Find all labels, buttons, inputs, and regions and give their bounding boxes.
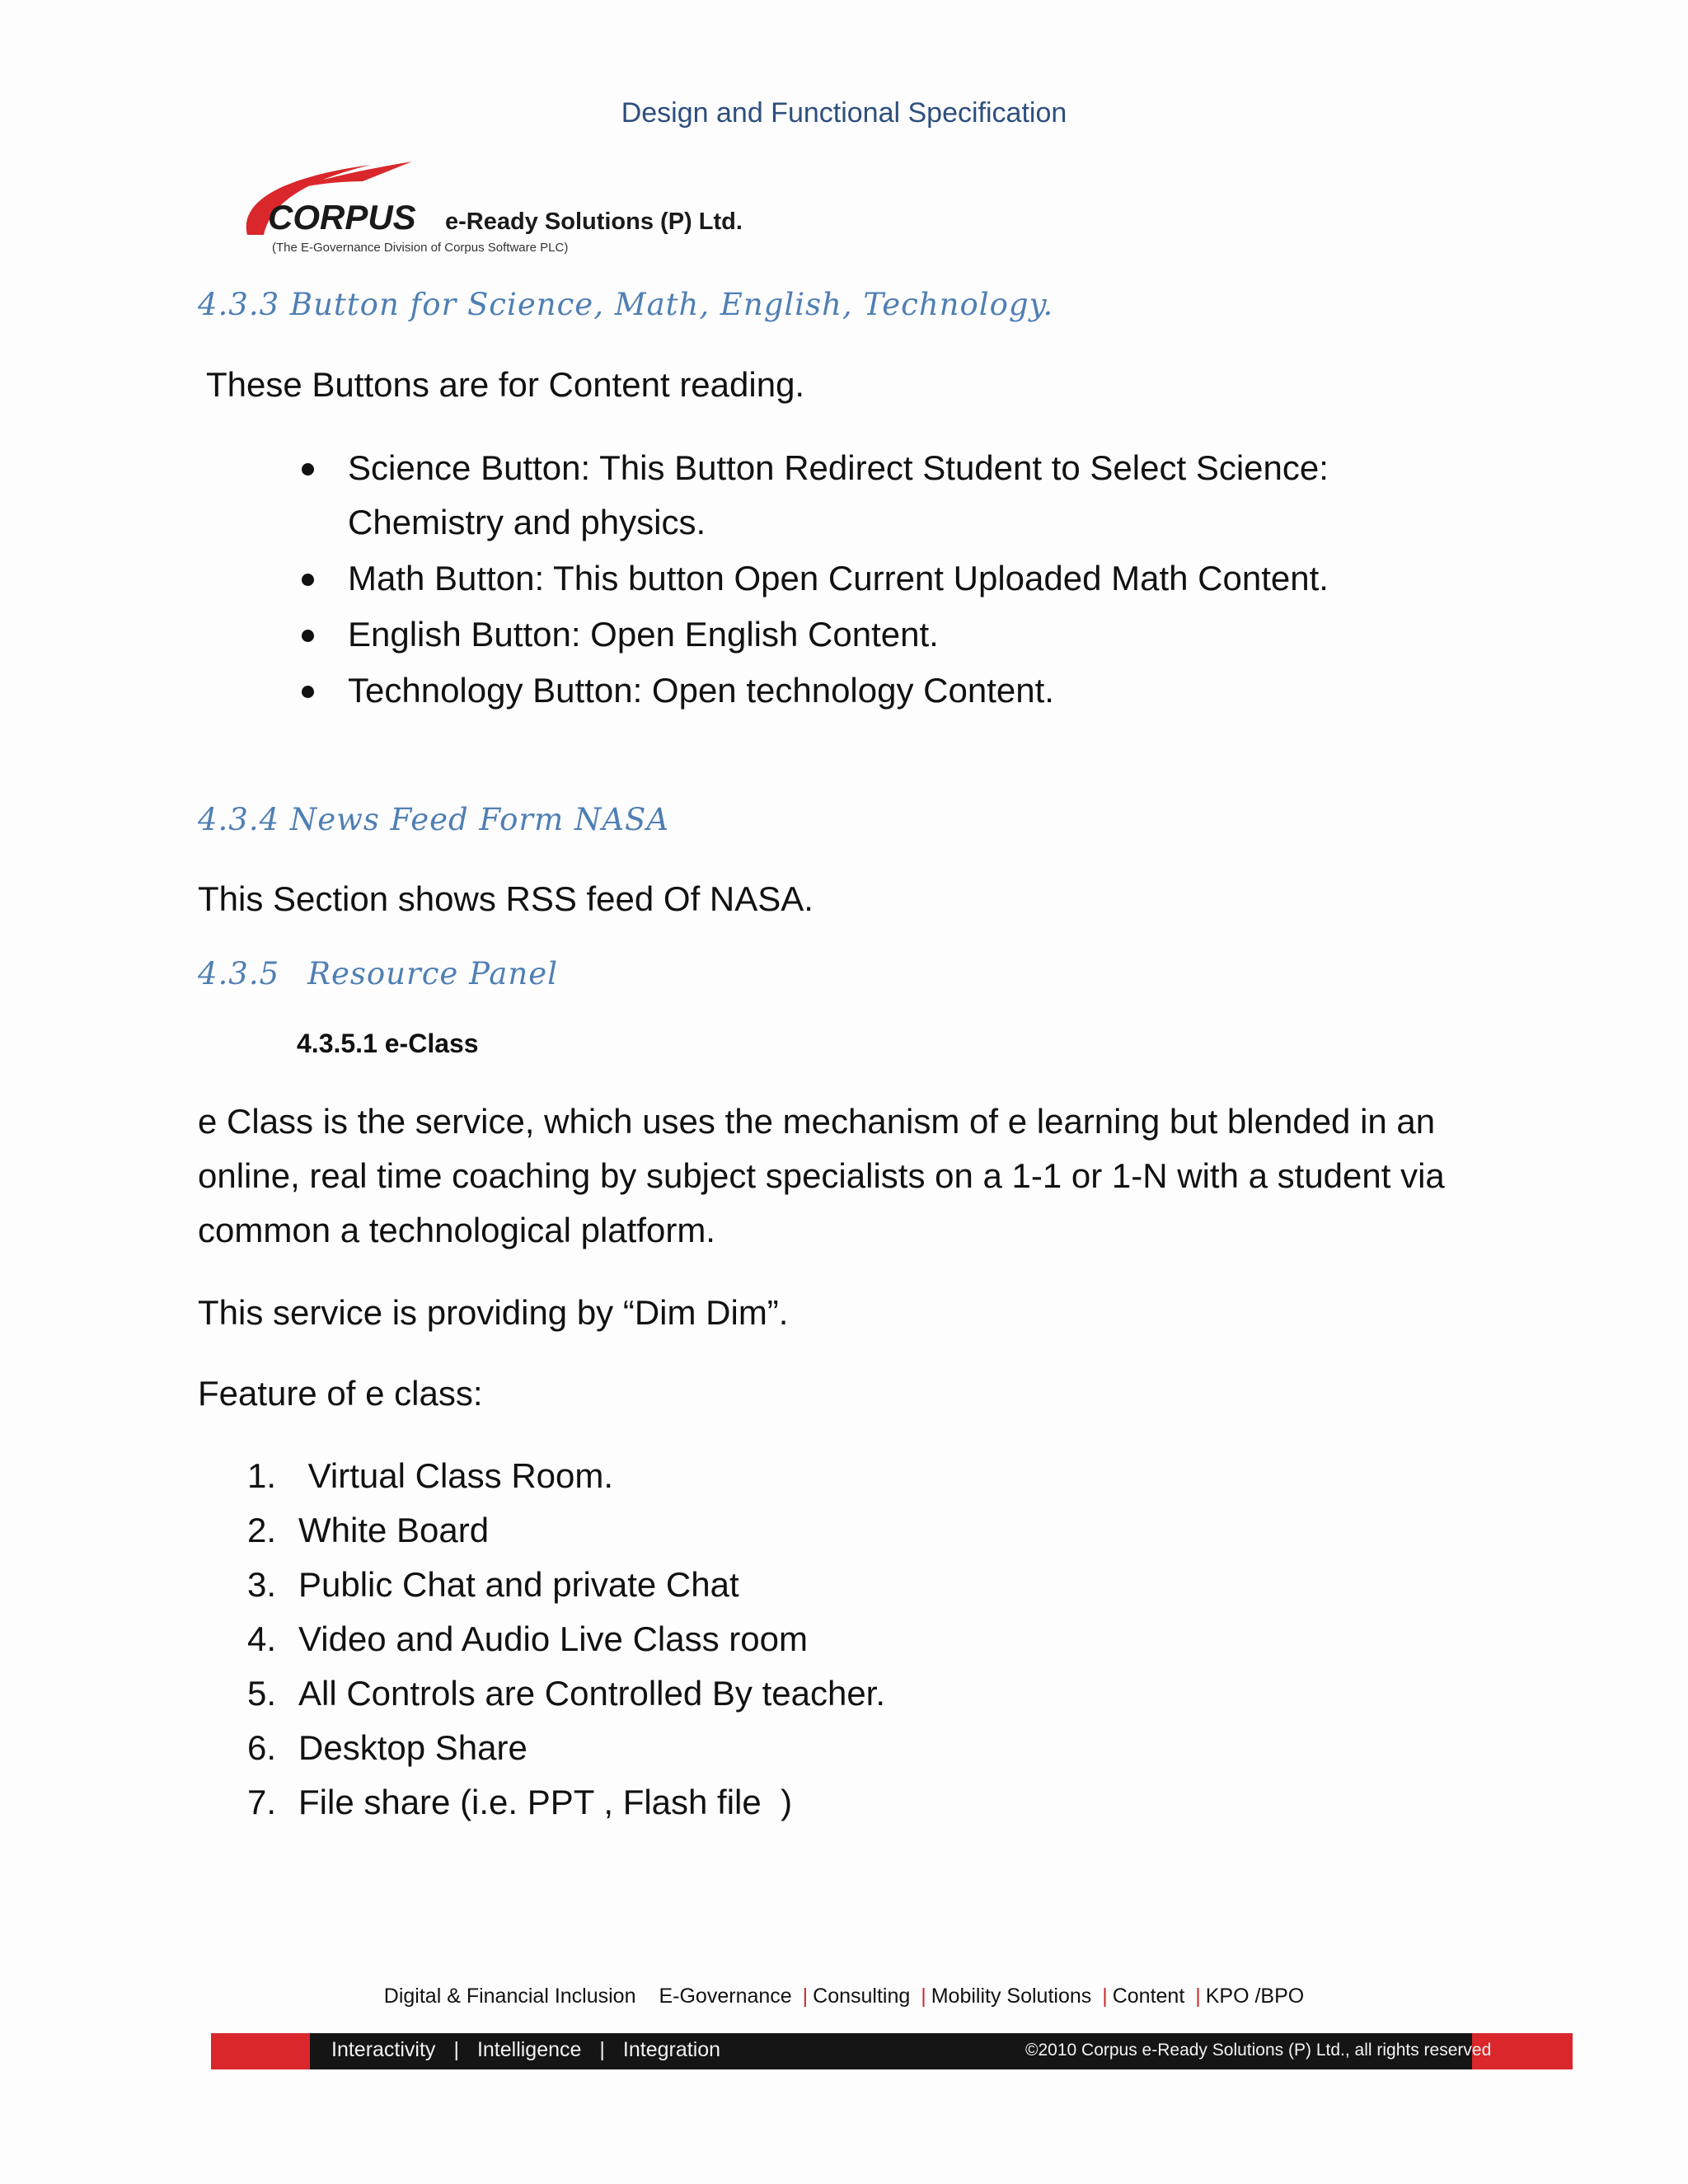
bullet-icon — [302, 686, 314, 698]
list-item — [297, 607, 1451, 662]
bullet-icon — [302, 463, 314, 476]
logo-swoosh-upper — [288, 162, 412, 190]
section-number: 4.3.5 — [198, 956, 280, 991]
footer-category: Consulting — [813, 1985, 911, 2008]
footer-keyword: Intelligence — [476, 2038, 582, 2061]
content-buttons-list — [297, 441, 1451, 718]
list-number: 5. — [247, 1674, 277, 1713]
list-number: 4. — [247, 1619, 277, 1658]
e-class-paragraph — [198, 1094, 1445, 1258]
footer-category: Content — [1112, 1985, 1185, 2008]
list-item-text: Video and Audio Live Class room — [298, 1619, 808, 1658]
footer-keyword: Integration — [622, 2038, 721, 2061]
features-title: Feature of e class: — [198, 1374, 483, 1413]
list-item — [247, 1503, 885, 1558]
list-item — [247, 1449, 885, 1503]
subsection-heading-e-class: 4.3.5.1 e-Class — [297, 1029, 479, 1058]
section-heading-4-3-4: 4.3.4 News Feed Form NASA — [198, 802, 670, 837]
list-item — [247, 1775, 885, 1830]
corpus-logo — [231, 157, 824, 264]
list-number: 2. — [247, 1511, 277, 1549]
provider-text: This service is providing by “Dim Dim”. — [198, 1293, 789, 1332]
list-item — [247, 1558, 885, 1612]
separator: | — [802, 1985, 809, 2008]
section-4-3-3-intro: These Buttons are for Content reading. — [206, 365, 805, 404]
list-item-text: File share (i.e. PPT , Flash file ) — [298, 1783, 793, 1821]
section-4-3-4-body: This Section shows RSS feed Of NASA. — [198, 879, 814, 918]
list-item — [297, 441, 1451, 495]
list-number: 6. — [247, 1728, 277, 1767]
features-list — [247, 1449, 885, 1830]
separator: | — [599, 2038, 605, 2061]
footer-category: Mobility Solutions — [931, 1985, 1092, 2008]
footer-category: E-Governance — [659, 1985, 792, 2008]
footer-bar-red-left — [211, 2033, 310, 2069]
list-item-text: Chemistry and physics. — [348, 503, 706, 541]
list-item — [247, 1721, 885, 1775]
list-item-text: English Button: Open English Content. — [348, 615, 939, 654]
page-header-title: Design and Functional Specification — [621, 97, 1067, 129]
footer-category: KPO /BPO — [1205, 1985, 1305, 2008]
separator: | — [921, 1985, 926, 2008]
list-item — [297, 663, 1451, 718]
list-number: 3. — [247, 1565, 277, 1604]
separator: | — [1102, 1985, 1108, 2008]
list-item-text: Virtual Class Room. — [298, 1456, 614, 1495]
list-item-text: All Controls are Controlled By teacher. — [298, 1674, 886, 1713]
list-number: 7. — [247, 1783, 277, 1821]
footer-bar-keywords — [331, 2038, 720, 2062]
section-heading-4-3-3: 4.3.3 Button for Science, Math, English, Technology. — [198, 287, 1054, 322]
separator: | — [453, 2038, 459, 2061]
footer-copyright: ©2010 Corpus e-Ready Solutions (P) Ltd., all rights reserved — [1025, 2041, 1492, 2060]
separator: | — [1195, 1985, 1201, 2008]
list-item-text: Math Button: This button Open Current Uploaded Math Content. — [348, 559, 1329, 598]
footer-category: Digital & Financial Inclusion — [383, 1985, 636, 2008]
paragraph-line: common a technological platform. — [198, 1211, 715, 1249]
logo-company: e-Ready Solutions (P) Ltd. — [445, 209, 743, 235]
logo-tagline: (The E-Governance Division of Corpus Software PLC) — [272, 241, 569, 255]
footer-keyword: Interactivity — [331, 2038, 436, 2061]
bullet-icon — [302, 630, 314, 642]
list-item-text: Desktop Share — [298, 1728, 528, 1767]
list-item — [297, 551, 1451, 606]
section-heading-4-3-5 — [198, 956, 558, 991]
footer-categories — [0, 1985, 1688, 2008]
section-title: Resource Panel — [307, 956, 558, 991]
paragraph-line: e Class is the service, which uses the mechanism of e learning but blended in an — [198, 1102, 1436, 1141]
list-item-text: Public Chat and private Chat — [298, 1565, 739, 1604]
bullet-icon — [302, 574, 314, 586]
list-item-text: Science Button: This Button Redirect Student to Select Science: — [348, 448, 1329, 487]
list-item — [247, 1612, 885, 1666]
paragraph-line: online, real time coaching by subject specialists on a 1-1 or 1-N with a student via — [198, 1156, 1445, 1195]
list-item-text: Technology Button: Open technology Content. — [348, 671, 1054, 710]
list-number: 1. — [247, 1456, 277, 1495]
list-item-text: White Board — [298, 1511, 490, 1549]
logo-brand: CORPUS — [268, 198, 416, 237]
list-item — [297, 495, 1451, 550]
list-item — [247, 1666, 885, 1721]
